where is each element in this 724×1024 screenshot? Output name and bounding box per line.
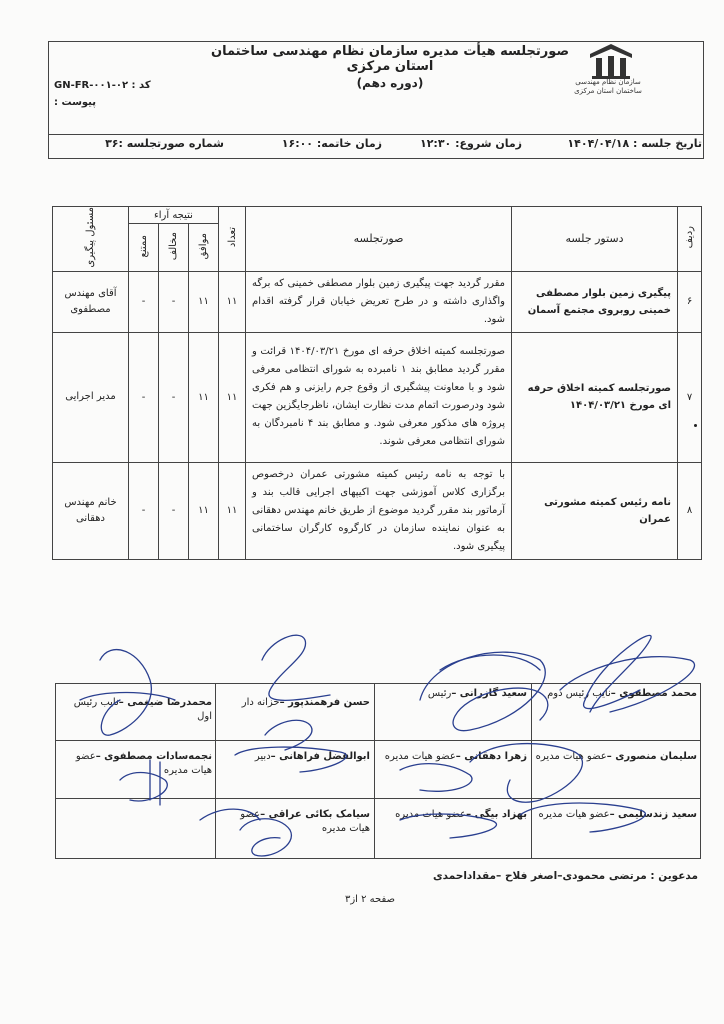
minutes-text: مقرر گردید جهت پیگیری زمین بلوار مصطفی خمینی که برگه واگذاری داشته و در طرح تعریض خیابان قرار گرفته اقدام شود.: [246, 271, 512, 332]
row-number: ۷: [678, 332, 702, 462]
signer-name: بهزاد بیگی –: [466, 809, 527, 820]
signature-cell: [534, 750, 697, 764]
signer-name: سلیمان منصوری –: [606, 751, 697, 762]
agenda-table: [52, 206, 702, 560]
grid-line: [531, 684, 532, 858]
col-header-votes: نتیجه آراء: [129, 207, 219, 224]
signature-cell: [377, 808, 527, 822]
signer-name: سعید زندسلیمی –: [609, 809, 697, 820]
grid-line: [374, 684, 375, 858]
invitees-line: مدعوین : مرتضی محمودی–اصغر فلاح –مقداداحمدی: [433, 870, 698, 882]
signer-role: عضو هیات مدیره: [395, 809, 467, 820]
col-header-abstain: ممتنع: [129, 224, 159, 271]
responsible-person: مدیر اجرایی: [53, 332, 129, 462]
vote-agree: ۱۱: [189, 271, 219, 332]
signature-cell: [59, 750, 212, 778]
signer-role: دبیر: [254, 751, 271, 762]
signer-name: سیامک بکائی عراقی –: [260, 809, 370, 820]
col-header-minutes: صورتجلسه: [246, 207, 512, 272]
agenda-item: نامه رئیس کمیته مشورتی عمران: [512, 462, 678, 559]
signer-name: سعید گازرانی –: [451, 688, 527, 699]
vote-abstain: -: [129, 462, 159, 559]
signature-cell: [534, 808, 697, 822]
signature-cell: [377, 687, 527, 701]
signer-name: زهرا دهقانی –: [455, 751, 527, 762]
grid-line: [215, 684, 216, 858]
document-title: صورتجلسه هیأت مدیره سازمان نظام مهندسی ساختمان استان مرکزی: [210, 44, 570, 74]
signature-grid: [55, 683, 701, 859]
vote-count: ۱۱: [219, 271, 246, 332]
signer-name: حسن فرهمندپور –: [279, 697, 370, 708]
vote-abstain: -: [129, 271, 159, 332]
end-time: زمان خاتمه: ۱۶:۰۰: [281, 137, 382, 150]
vote-abstain: -: [129, 332, 159, 462]
vote-agree: ۱۱: [189, 332, 219, 462]
signature-cell: [218, 696, 370, 710]
signature-cell: [534, 687, 697, 701]
vote-count: ۱۱: [219, 332, 246, 462]
document-subtitle: (دوره دهم): [356, 76, 424, 90]
signer-role: خزانه دار: [241, 697, 280, 708]
grid-line: [56, 740, 700, 741]
signer-name: محمدرضا ضیغمی –: [118, 697, 212, 708]
form-code: GN-FR-۰۰۱-۰۲ : کد: [54, 80, 151, 91]
agenda-item: صورتجلسه کمیته اخلاق حرفه ای مورخ ۱۴۰۴/۰۳/۲۱: [512, 332, 678, 462]
signature-cell: [218, 808, 370, 836]
ink-dot: [694, 424, 697, 427]
agenda-item: پیگیری زمین بلوار مصطفی خمینی روبروی مجتمع آسمان: [512, 271, 678, 332]
col-header-against: مخالف: [159, 224, 189, 271]
row-number: ۸: [678, 462, 702, 559]
col-header-agree: موافق: [189, 224, 219, 271]
page-number: صفحه ۲ از۳: [344, 894, 396, 905]
signer-role: عضو هیات مدیره: [75, 751, 212, 776]
table-row: [53, 332, 702, 462]
signature-cell: [59, 696, 212, 724]
signer-role: عضو هیات مدیره: [240, 809, 370, 834]
col-header-responsible: مسئول پیگیری: [53, 207, 129, 272]
responsible-person: خانم مهندس دهقانی: [53, 462, 129, 559]
logo-caption: سازمان نظام مهندسی ساختمان استان مرکزی: [574, 78, 642, 95]
row-number: ۶: [678, 271, 702, 332]
vote-count: ۱۱: [219, 462, 246, 559]
responsible-person: آقای مهندس مصطفوی: [53, 271, 129, 332]
signer-name: نجمه‌سادات مصطفوی –: [95, 751, 212, 762]
col-header-count: تعداد: [219, 207, 246, 272]
attachment-label: پیوست :: [54, 97, 97, 108]
vote-against: -: [159, 462, 189, 559]
signer-role: نایب رئیس دوم: [547, 688, 611, 699]
signer-role: رئیس: [427, 688, 452, 699]
grid-line: [56, 798, 700, 799]
minutes-text: با توجه به نامه رئیس کمیته مشورتی عمران درخصوص برگزاری کلاس آموزشی جهت اکیپهای اجرایی قالب بند و آرماتور بند مقرر گردید موضوع از طریق خانم مهندس دهقانی به عنوان نماینده سازمان در کارگروه کارگران ساختمانی پیگیری شود.: [246, 462, 512, 559]
header-divider: [48, 134, 704, 135]
signer-name: محمد مصطفوی –: [610, 688, 697, 699]
minutes-text: صورتجلسه کمیته اخلاق حرفه ای مورخ ۱۴۰۴/۰۳/۲۱ قرائت و مقرر گردید مطابق بند ۱ نامبرده به شورای انتظامی معرفی شود و با معاونت پیشگیری از وقوع جرم رایزنی و هم فکری شود ودرصورت اتمام مدت نظارت ایشان، ناظرجایگزین جهت پروژه های مذکور معرفی شود. و مطابق بند ۴ نامبردگان به شورای انتظامی معرفی شوند.: [246, 332, 512, 462]
signer-name: ابوالفضل فراهانی –: [270, 751, 370, 762]
signer-role: عضو هیات مدیره: [538, 809, 610, 820]
vote-agree: ۱۱: [189, 462, 219, 559]
table-row: [53, 271, 702, 332]
start-time: زمان شروع: ۱۲:۳۰: [420, 137, 522, 150]
col-header-agenda: دستور جلسه: [512, 207, 678, 272]
signature-cell: [377, 750, 527, 764]
vote-against: -: [159, 332, 189, 462]
table-row: [53, 462, 702, 559]
minutes-number: شماره صورتجلسه :۳۶: [105, 137, 224, 150]
signature-stroke: [440, 655, 540, 670]
signature-cell: [218, 750, 370, 764]
signer-role: عضو هیات مدیره: [384, 751, 456, 762]
col-header-row: ردیف: [678, 207, 702, 272]
meeting-date: تاریخ جلسه : ۱۴۰۴/۰۴/۱۸: [567, 137, 702, 150]
vote-against: -: [159, 271, 189, 332]
signer-role: نایب رئیس اول: [73, 697, 212, 722]
signer-role: عضو هیات مدیره: [535, 751, 607, 762]
